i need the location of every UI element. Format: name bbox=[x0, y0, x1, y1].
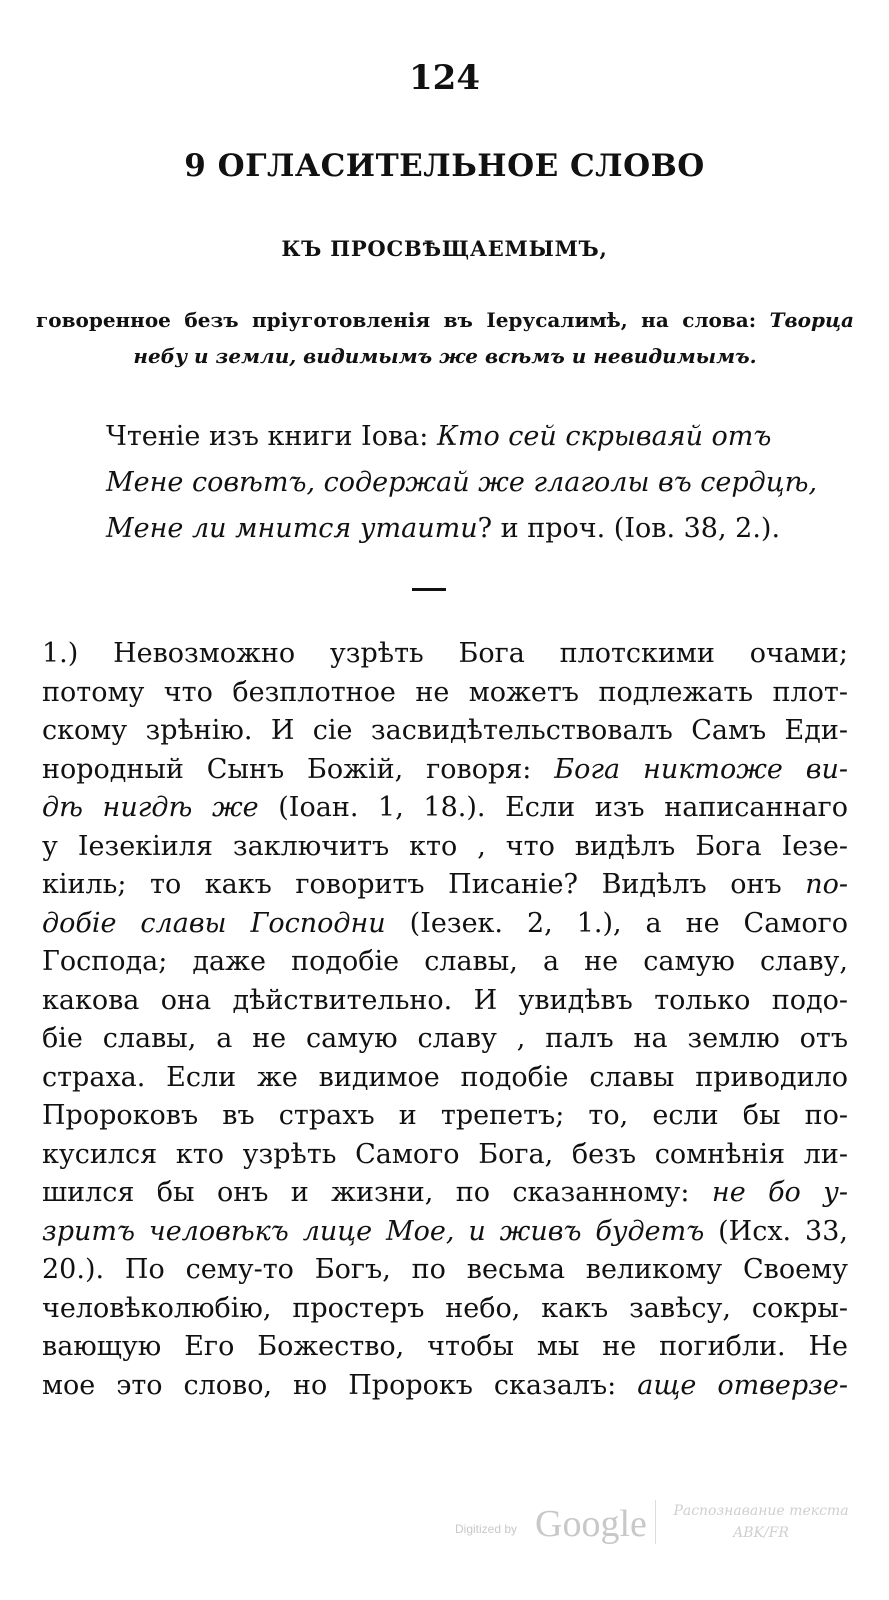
body-italic-span: по- bbox=[805, 869, 848, 900]
body-text-span: нородный Сынъ Божій, говоря: bbox=[42, 753, 532, 785]
body-line: 20.). По сему-то Богъ, по весьма великому Своему bbox=[42, 1254, 848, 1285]
body-line: потому что безплотное не можетъ подлежать плот- bbox=[42, 676, 848, 708]
body-italic-span: зритъ человѣкъ лице Мое, и живъ будетъ bbox=[42, 1215, 705, 1247]
digitized-by-label: Digitized by bbox=[455, 1522, 518, 1536]
body-text-span: мое это слово, но Пророкъ сказалъ: bbox=[42, 1369, 617, 1401]
body-line bbox=[42, 905, 848, 944]
body-text-span: (Исх. 33, bbox=[718, 1215, 848, 1247]
body-line bbox=[42, 1213, 848, 1252]
body-line bbox=[42, 751, 848, 790]
reading-italic-b: Мене совѣтъ, содержай же глаголы въ сердцѣ, bbox=[106, 467, 818, 498]
body-line: скому зрѣнію. И сіе засвидѣтельствовалъ Самъ Еди- bbox=[42, 715, 848, 746]
body-line: у Іезекіиля заключитъ кто , что видѣлъ Бога Іезе- bbox=[42, 830, 848, 862]
occasion-plain: говоренное безъ пріуготовленія въ Іерусалимѣ, на слова: bbox=[36, 308, 757, 332]
google-logo: Google bbox=[535, 1503, 647, 1545]
chapter-title: 9 ОГЛАСИТЕЛЬНОЕ СЛОВО bbox=[184, 148, 705, 184]
body-paragraph bbox=[42, 635, 848, 1405]
body-line: Пророковъ въ страхъ и трепетъ; то, если бы по- bbox=[42, 1100, 848, 1131]
reading-lead: Чтеніе изъ книги Іова: bbox=[106, 421, 429, 452]
body-line: вающую Его Божество, чтобы мы не погибли. Не bbox=[42, 1331, 848, 1362]
occasion-line-2 bbox=[36, 338, 854, 374]
digitization-footer bbox=[455, 1500, 875, 1560]
page-number: 124 bbox=[409, 58, 480, 98]
body-line: страха. Если же видимое подобіе славы приводило bbox=[42, 1061, 848, 1093]
reading-line-1 bbox=[106, 414, 840, 460]
reading-italic-a: Кто сей скрываяй отъ bbox=[436, 421, 772, 452]
body-text-span: (Іоан. 1, 18.). Если изъ написаннаго bbox=[278, 792, 849, 823]
body-line: біе славы, а не самую славу , палъ на землю отъ bbox=[42, 1023, 848, 1054]
body-line: 1.) Невозможно узрѣть Бога плотскими очами; bbox=[42, 638, 848, 669]
reading-italic-c: Мене ли мнится утаити bbox=[106, 513, 478, 544]
body-text-span: кіиль; то какъ говоритъ Писаніе? Видѣлъ онъ bbox=[42, 869, 782, 900]
body-italic-span: аще отверзе- bbox=[637, 1369, 848, 1401]
scripture-reading bbox=[106, 414, 840, 552]
reading-tail: ? и проч. (Іов. 38, 2.). bbox=[477, 513, 781, 544]
recognition-line-1: Распознавание текста bbox=[673, 1503, 849, 1519]
chapter-subtitle: КЪ ПРОСВѢЩАЕМЫМЪ, bbox=[281, 236, 608, 261]
body-italic-span: не бо у- bbox=[711, 1177, 848, 1208]
body-italic-span: Бога никтоже ви- bbox=[554, 753, 849, 785]
body-line bbox=[42, 1367, 848, 1406]
body-line bbox=[42, 789, 848, 828]
body-text-span: (Іезек. 2, 1.), а не Самого bbox=[409, 907, 848, 939]
body-text-span: шился бы онъ и жизни, по сказанному: bbox=[42, 1177, 690, 1208]
occasion-line-1 bbox=[36, 302, 854, 338]
body-line: человѣколюбію, простеръ небо, какъ завѣсу, сокры- bbox=[42, 1292, 848, 1324]
body-line: какова она дѣйствительно. И увидѣвъ только подо- bbox=[42, 984, 848, 1016]
recognition-line-2: ABK/FR bbox=[733, 1525, 789, 1541]
body-italic-span: добіе славы Господни bbox=[42, 907, 386, 939]
body-line bbox=[42, 1174, 848, 1213]
recognition-watermark bbox=[655, 1500, 866, 1544]
body-line bbox=[42, 866, 848, 905]
occasion-italic-2: небу и земли, видимымъ же всѣмъ и невидимымъ. bbox=[133, 344, 757, 368]
body-line: Господа; даже подобіе славы, а не самую славу, bbox=[42, 946, 848, 977]
occasion-italic-1: Творца bbox=[769, 308, 854, 332]
body-line: кусился кто узрѣть Самого Бога, безъ сомнѣнія ли- bbox=[42, 1138, 848, 1170]
occasion-paragraph bbox=[36, 302, 854, 374]
reading-line-3 bbox=[106, 506, 840, 552]
section-divider bbox=[412, 588, 446, 591]
body-italic-span: дѣ нигдѣ же bbox=[42, 792, 259, 823]
reading-line-2 bbox=[106, 460, 840, 506]
